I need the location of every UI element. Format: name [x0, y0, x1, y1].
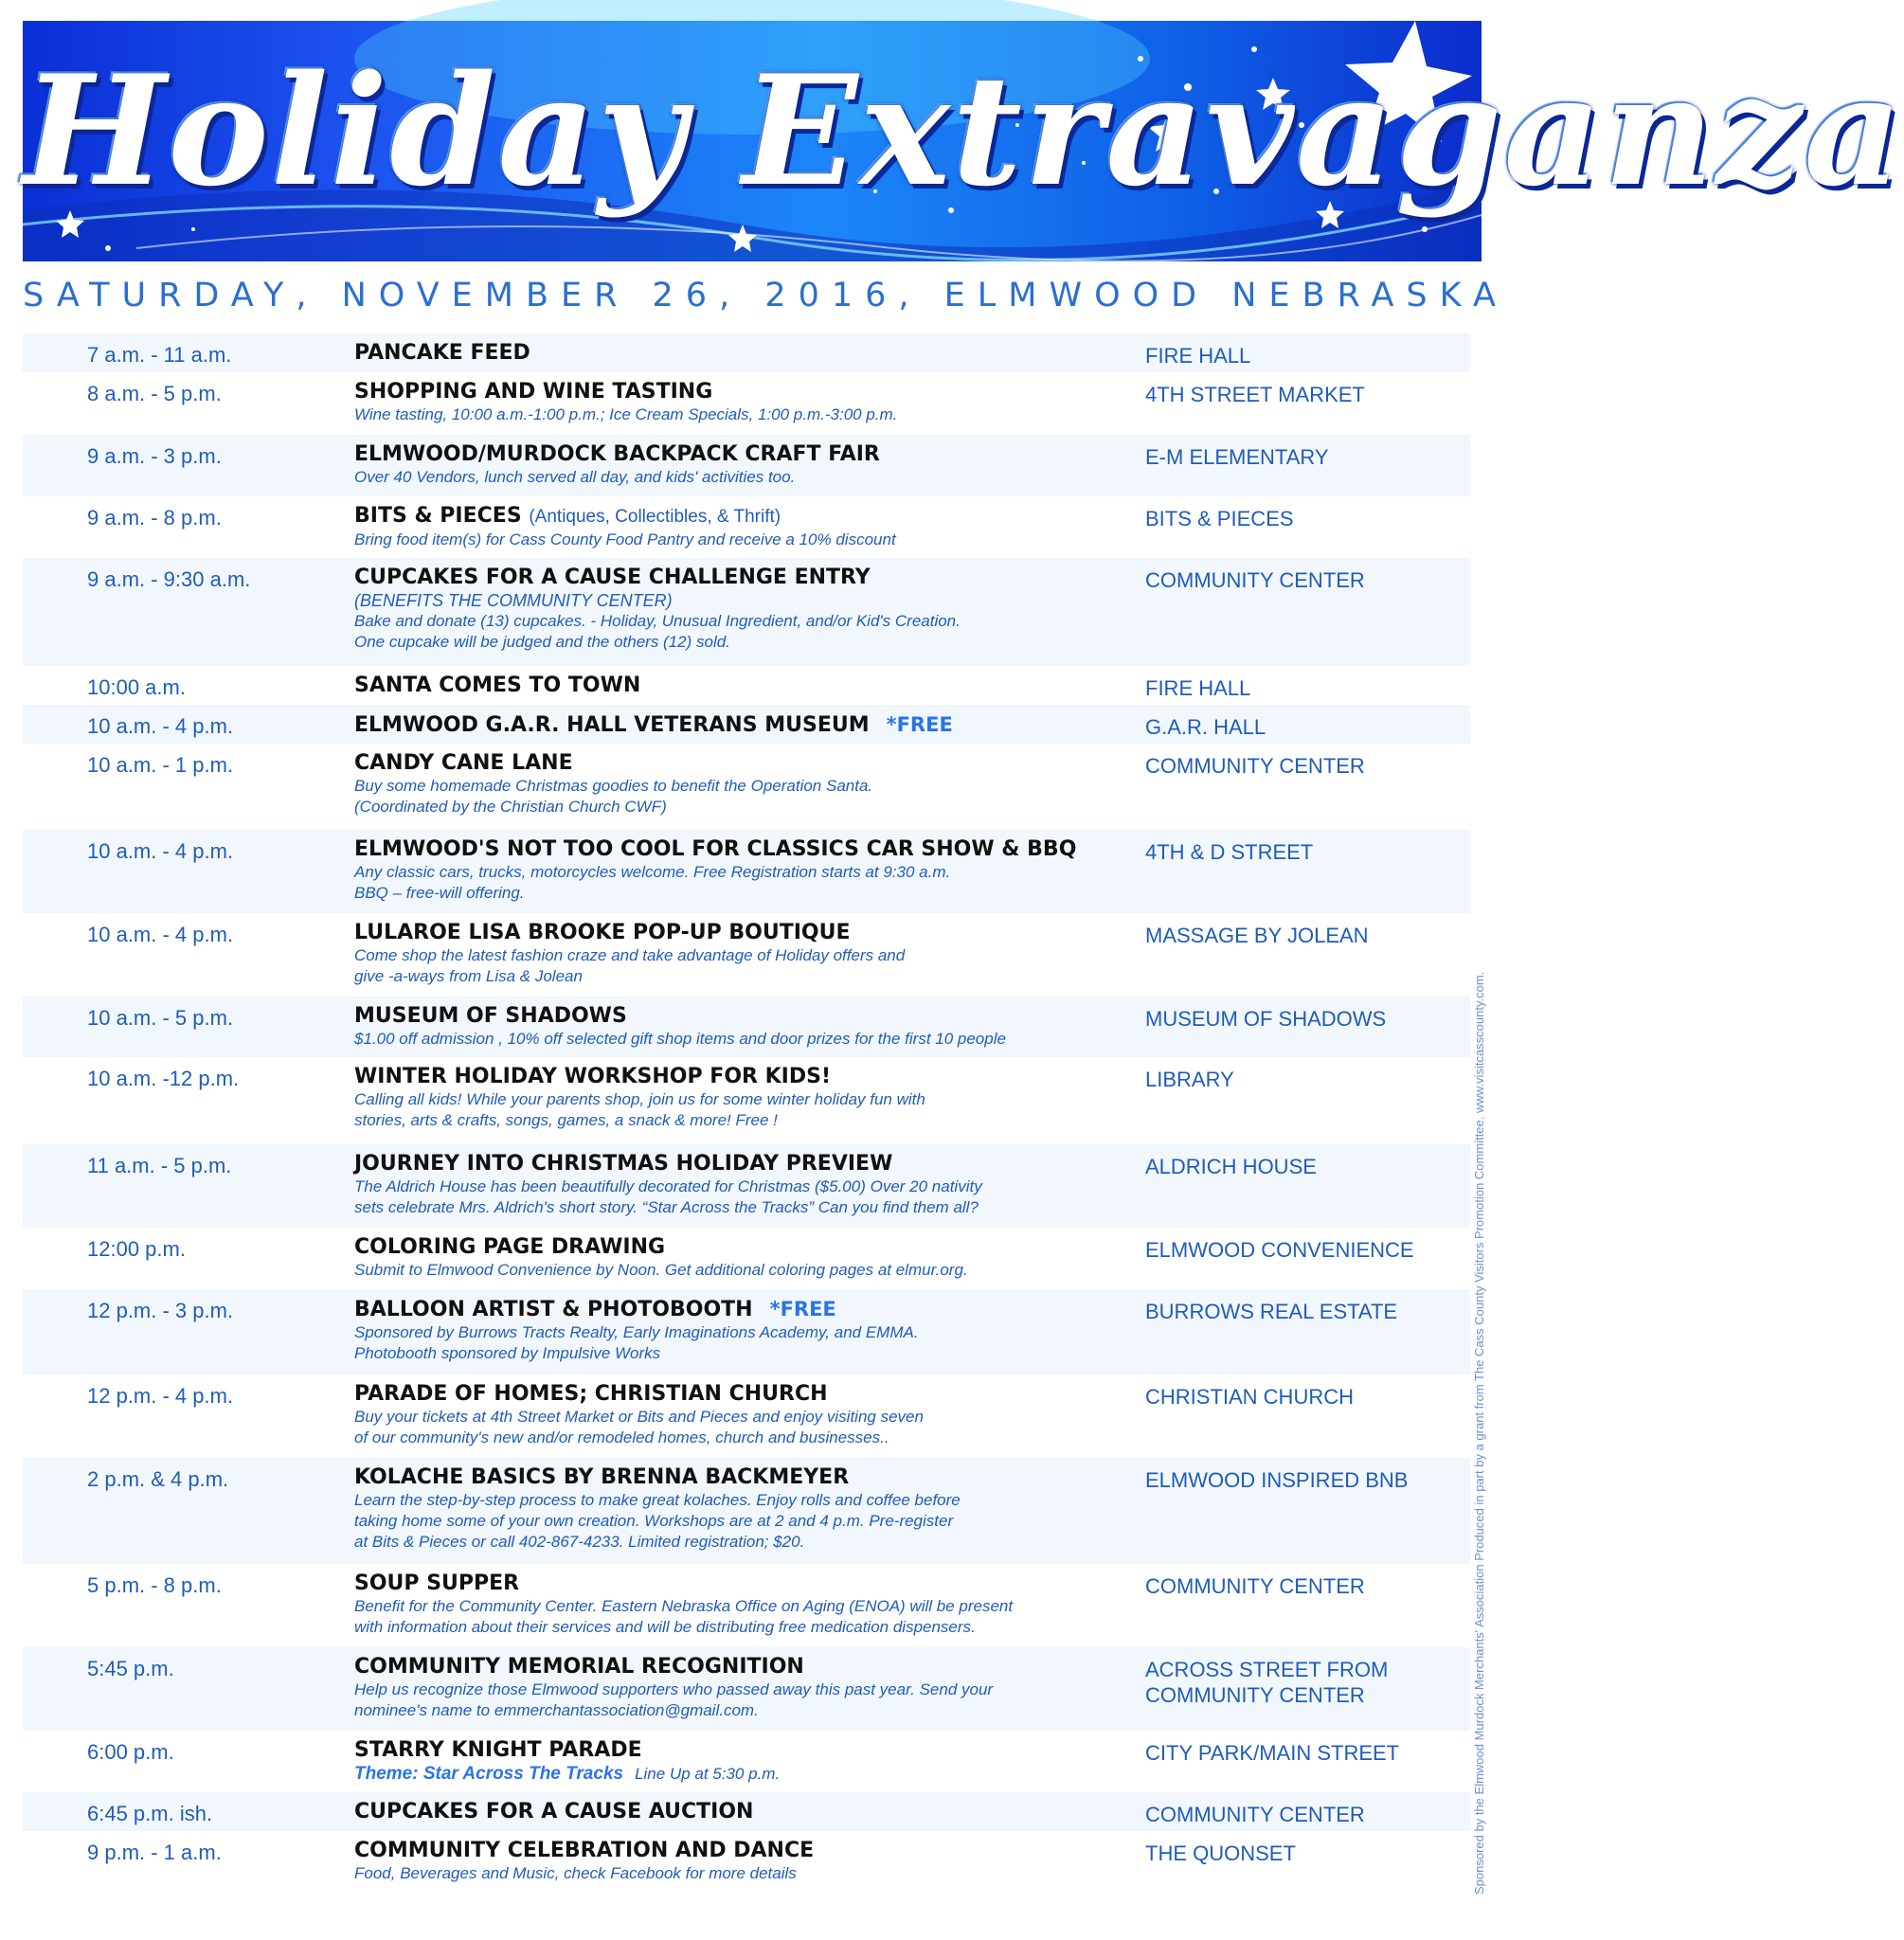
event-time: 10 a.m. - 1 p.m.: [87, 753, 234, 777]
event-title: BALLOON ARTIST & PHOTOBOOTH: [354, 1298, 753, 1321]
event-location: [1145, 1740, 1458, 1766]
event-title-line: [354, 1465, 1112, 1490]
event-details: [354, 1235, 1112, 1281]
event-location: [1145, 1802, 1458, 1827]
schedule-row: [23, 1731, 1470, 1792]
event-description: (Coordinated by the Christian Church CWF): [354, 798, 667, 816]
event-location: [1145, 1657, 1458, 1708]
event-location: [1145, 1841, 1458, 1866]
event-time: 6:45 p.m. ish.: [87, 1802, 213, 1825]
event-title-line: [354, 566, 1112, 590]
event-title-line: [354, 1655, 1112, 1680]
event-title-line: [354, 1839, 1112, 1863]
event-title-line: [354, 1297, 1112, 1322]
event-location: [1145, 753, 1458, 779]
event-location-line: COMMUNITY CENTER: [1145, 1683, 1365, 1707]
event-location: [1145, 1384, 1458, 1410]
event-description: BBQ – free-will offering.: [354, 884, 525, 902]
event-description: Wine tasting, 10:00 a.m.-1:00 p.m.; Ice Cream Specials, 1:00 p.m.-3:00 p.m.: [354, 405, 898, 423]
event-location: [1145, 1237, 1458, 1263]
event-title: JOURNEY INTO CHRISTMAS HOLIDAY PREVIEW: [354, 1152, 893, 1176]
event-time: 10 a.m. - 5 p.m.: [87, 1006, 234, 1030]
theme-note: Line Up at 5:30 p.m.: [635, 1765, 781, 1783]
schedule-row: [23, 1792, 1470, 1831]
event-location-line: BITS & PIECES: [1145, 507, 1294, 530]
event-description: Photobooth sponsored by Impulsive Works: [354, 1344, 661, 1362]
parade-theme: [354, 1763, 1112, 1786]
schedule-row: [23, 1458, 1470, 1564]
event-title-line: [354, 837, 1112, 862]
event-title-line: [354, 751, 1112, 776]
event-location-line: MUSEUM OF SHADOWS: [1145, 1007, 1387, 1031]
event-time: 9 a.m. - 3 p.m.: [87, 444, 222, 468]
event-location: [1145, 839, 1458, 865]
event-time: 10 a.m. - 4 p.m.: [87, 714, 234, 738]
event-description: with information about their services and will be distributing free medication dispensers.: [354, 1618, 976, 1636]
event-subtitle: (BENEFITS THE COMMUNITY CENTER): [354, 591, 673, 610]
event-details: [354, 1382, 1112, 1448]
event-location: [1145, 1299, 1458, 1324]
event-time: 7 a.m. - 11 a.m.: [87, 343, 232, 367]
event-title-line: [354, 712, 1112, 738]
event-location-line: COMMUNITY CENTER: [1145, 1574, 1365, 1598]
event-details: [354, 1839, 1112, 1884]
event-time: 10:00 a.m.: [87, 675, 186, 699]
schedule-row: [23, 913, 1470, 997]
event-location-line: THE QUONSET: [1145, 1841, 1296, 1865]
event-description: One cupcake will be judged and the others (12) sold.: [354, 633, 730, 651]
event-location: [1145, 714, 1458, 740]
event-details: [354, 380, 1112, 425]
event-time: 11 a.m. - 5 p.m.: [87, 1154, 232, 1177]
event-time: 2 p.m. & 4 p.m.: [87, 1467, 229, 1491]
event-description: give -a-ways from Lisa & Jolean: [354, 967, 583, 985]
event-description: taking home some of your own creation. Workshops are at 2 and 4 p.m. Pre-register: [354, 1512, 954, 1530]
event-description: Buy some homemade Christmas goodies to benefit the Operation Santa.: [354, 777, 873, 795]
event-description: stories, arts & crafts, songs, games, a snack & more! Free !: [354, 1111, 778, 1129]
theme-name: Star Across The Tracks: [422, 1764, 624, 1784]
event-title: PARADE OF HOMES; CHRISTIAN CHURCH: [354, 1382, 828, 1406]
schedule-row: [23, 1564, 1470, 1647]
event-description: nominee's name to emmerchantassociation@gmail.com.: [354, 1701, 759, 1719]
event-time: 9 a.m. - 8 p.m.: [87, 506, 222, 530]
event-time: 12 p.m. - 4 p.m.: [87, 1384, 234, 1408]
event-description: Come shop the latest fashion craze and take advantage of Holiday offers and: [354, 946, 906, 964]
schedule-row: [23, 666, 1470, 705]
event-title-line: [354, 674, 1112, 698]
event-description: Over 40 Vendors, lunch served all day, and kids' activities too.: [354, 468, 796, 486]
event-description: Help us recognize those Elmwood supporters who passed away this past year. Send your: [354, 1680, 994, 1698]
event-title: CUPCAKES FOR A CAUSE CHALLENGE ENTRY: [354, 566, 871, 589]
event-title: ELMWOOD/MURDOCK BACKPACK CRAFT FAIR: [354, 442, 880, 466]
banner-title: Holiday Extravaganza: [23, 42, 1904, 220]
schedule-row: [23, 1228, 1470, 1289]
event-title: KOLACHE BASICS BY BRENNA BACKMEYER: [354, 1465, 850, 1489]
event-location-line: ELMWOOD INSPIRED BNB: [1145, 1468, 1409, 1492]
event-details: [354, 1004, 1112, 1050]
event-location-line: COMMUNITY CENTER: [1145, 568, 1365, 592]
schedule-row: [23, 372, 1470, 435]
event-title-line: [354, 442, 1112, 467]
event-time: 12:00 p.m.: [87, 1237, 186, 1261]
event-details: [354, 921, 1112, 987]
event-details: [354, 341, 1112, 366]
event-title: WINTER HOLIDAY WORKSHOP FOR KIDS!: [354, 1065, 831, 1088]
event-time: 5:45 p.m.: [87, 1657, 174, 1680]
event-details: [354, 712, 1112, 738]
event-location: [1145, 506, 1458, 531]
event-location: [1145, 444, 1458, 470]
event-time: 5 p.m. - 8 p.m.: [87, 1573, 222, 1597]
event-description: Learn the step-by-step process to make great kolaches. Enjoy rolls and coffee before: [354, 1491, 961, 1509]
free-badge: *FREE: [886, 713, 953, 736]
event-title: COMMUNITY CELEBRATION AND DANCE: [354, 1839, 815, 1862]
event-title-line: [354, 504, 1112, 530]
event-location-line: E-M ELEMENTARY: [1145, 445, 1329, 469]
event-location-line: 4TH STREET MARKET: [1145, 383, 1365, 406]
event-description: Food, Beverages and Music, check Facebook for more details: [354, 1864, 797, 1882]
event-location: [1145, 1067, 1458, 1092]
event-title-extra: (Antiques, Collectibles, & Thrift): [529, 507, 781, 527]
event-title: CANDY CANE LANE: [354, 751, 573, 775]
event-description: Bake and donate (13) cupcakes. - Holiday, Unusual Ingredient, and/or Kid's Creation.: [354, 612, 961, 630]
event-details: [354, 1152, 1112, 1218]
event-location-line: FIRE HALL: [1145, 676, 1251, 700]
event-title: BITS & PIECES: [354, 504, 522, 528]
event-title-line: [354, 1382, 1112, 1407]
schedule-row: [23, 333, 1470, 372]
event-title: SHOPPING AND WINE TASTING: [354, 380, 713, 404]
event-location: [1145, 382, 1458, 407]
event-time: 9 p.m. - 1 a.m.: [87, 1841, 222, 1864]
schedule-row: [23, 1374, 1470, 1458]
event-details: [354, 1065, 1112, 1131]
event-description: at Bits & Pieces or call 402-867-4233. Limited registration; $20.: [354, 1533, 805, 1551]
event-location-line: ALDRICH HOUSE: [1145, 1155, 1317, 1178]
event-title-line: [354, 921, 1112, 945]
event-title: ELMWOOD'S NOT TOO COOL FOR CLASSICS CAR SHOW & BBQ: [354, 837, 1077, 861]
theme-label: Theme:: [354, 1764, 419, 1784]
event-title-line: [354, 1004, 1112, 1029]
event-description: Bring food item(s) for Cass County Food Pantry and receive a 10% discount: [354, 530, 896, 548]
event-location-line: ACROSS STREET FROM: [1145, 1658, 1389, 1681]
schedule-row: [23, 705, 1470, 744]
event-details: [354, 504, 1112, 550]
event-title: COLORING PAGE DRAWING: [354, 1235, 666, 1259]
free-badge: *FREE: [769, 1298, 836, 1320]
event-details: [354, 1738, 1112, 1786]
event-time: 6:00 p.m.: [87, 1740, 174, 1764]
event-location-line: COMMUNITY CENTER: [1145, 1803, 1365, 1826]
schedule-row: [23, 435, 1470, 496]
event-location: [1145, 1154, 1458, 1179]
schedule-row: [23, 1057, 1470, 1144]
event-date-location: SATURDAY, NOVEMBER 26, 2016, ELMWOOD NEBRASKA: [23, 277, 1508, 314]
event-description: The Aldrich House has been beautifully decorated for Christmas ($5.00) Over 20 nativity: [354, 1177, 982, 1195]
event-location: [1145, 675, 1458, 701]
event-description: sets celebrate Mrs. Aldrich's short story. “Star Across the Tracks” Can you find them all?: [354, 1198, 979, 1216]
event-title: ELMWOOD G.A.R. HALL VETERANS MUSEUM: [354, 713, 870, 737]
event-description: Submit to Elmwood Convenience by Noon. Get additional coloring pages at elmur.org.: [354, 1261, 968, 1279]
event-details: [354, 1465, 1112, 1553]
schedule-row: [23, 558, 1470, 666]
event-details: [354, 1800, 1112, 1824]
event-location-line: G.A.R. HALL: [1145, 715, 1266, 739]
event-time: 10 a.m. - 4 p.m.: [87, 923, 234, 946]
event-title-line: [354, 1065, 1112, 1089]
event-location-line: ELMWOOD CONVENIENCE: [1145, 1238, 1414, 1262]
event-location-line: CITY PARK/MAIN STREET: [1145, 1741, 1400, 1765]
event-location-line: CHRISTIAN CHURCH: [1145, 1385, 1354, 1409]
event-title-line: [354, 1572, 1112, 1596]
event-description: Any classic cars, trucks, motorcycles welcome. Free Registration starts at 9:30 a.m.: [354, 863, 951, 881]
event-details: [354, 1572, 1112, 1638]
schedule-row: [23, 496, 1470, 558]
schedule-row: [23, 1831, 1470, 1892]
schedule-row: [23, 997, 1470, 1057]
schedule-list: [23, 333, 1470, 1892]
schedule-row: [23, 1289, 1470, 1374]
event-location-line: 4TH & D STREET: [1145, 840, 1314, 864]
schedule-row: [23, 830, 1470, 913]
event-time: 9 a.m. - 9:30 a.m.: [87, 567, 251, 591]
schedule-row: [23, 1144, 1470, 1228]
event-location-line: MASSAGE BY JOLEAN: [1145, 924, 1369, 947]
schedule-row: [23, 744, 1470, 830]
event-title-line: [354, 1738, 1112, 1763]
event-description: of our community's new and/or remodeled homes, church and businesses..: [354, 1428, 889, 1446]
event-title: MUSEUM OF SHADOWS: [354, 1004, 627, 1028]
event-location: [1145, 1467, 1458, 1493]
sponsor-credit: Sponsored by the Elmwood Murdock Merchants' Association Produced in part by a grant from The Cass County Visitors Promotion Committee. www.visitcasscounty.com.: [1472, 971, 1486, 1895]
schedule-row: [23, 1647, 1470, 1731]
event-location-line: BURROWS REAL ESTATE: [1145, 1300, 1398, 1323]
event-title-line: [354, 1800, 1112, 1824]
event-title-line: [354, 341, 1112, 366]
event-time: 10 a.m. -12 p.m.: [87, 1067, 240, 1090]
event-title: COMMUNITY MEMORIAL RECOGNITION: [354, 1655, 804, 1679]
event-details: [354, 751, 1112, 817]
event-location: [1145, 923, 1458, 948]
event-time: 8 a.m. - 5 p.m.: [87, 382, 222, 405]
event-location-line: FIRE HALL: [1145, 344, 1251, 368]
event-title: LULAROE LISA BROOKE POP-UP BOUTIQUE: [354, 921, 851, 944]
event-time: 10 a.m. - 4 p.m.: [87, 839, 234, 863]
event-description: Benefit for the Community Center. Eastern Nebraska Office on Aging (ENOA) will be present: [354, 1597, 1014, 1615]
event-details: [354, 837, 1112, 904]
event-location: [1145, 343, 1458, 368]
event-title-line: [354, 1152, 1112, 1177]
event-description: Calling all kids! While your parents shop, join us for some winter holiday fun with: [354, 1090, 925, 1108]
event-details: [354, 674, 1112, 698]
event-title: SANTA COMES TO TOWN: [354, 674, 641, 697]
event-location-line: COMMUNITY CENTER: [1145, 754, 1365, 778]
event-description: Buy your tickets at 4th Street Market or Bits and Pieces and enjoy visiting seven: [354, 1408, 924, 1426]
event-location-line: LIBRARY: [1145, 1068, 1234, 1091]
event-details: [354, 1297, 1112, 1364]
event-title-line: [354, 380, 1112, 404]
event-time: 12 p.m. - 3 p.m.: [87, 1299, 234, 1322]
event-description: Sponsored by Burrows Tracts Realty, Early Imaginations Academy, and EMMA.: [354, 1323, 919, 1341]
event-description: $1.00 off admission , 10% off selected gift shop items and door prizes for the first 10 people: [354, 1030, 1006, 1048]
event-details: [354, 442, 1112, 488]
event-title-line: [354, 1235, 1112, 1260]
event-location: [1145, 1006, 1458, 1032]
title-banner: [23, 21, 1904, 261]
event-location: [1145, 567, 1458, 593]
event-details: [354, 566, 1112, 653]
event-title: SOUP SUPPER: [354, 1572, 520, 1595]
event-title: STARRY KNIGHT PARADE: [354, 1738, 642, 1762]
event-location: [1145, 1573, 1458, 1599]
event-title: PANCAKE FEED: [354, 341, 530, 365]
event-title: CUPCAKES FOR A CAUSE AUCTION: [354, 1800, 754, 1823]
event-details: [354, 1655, 1112, 1721]
